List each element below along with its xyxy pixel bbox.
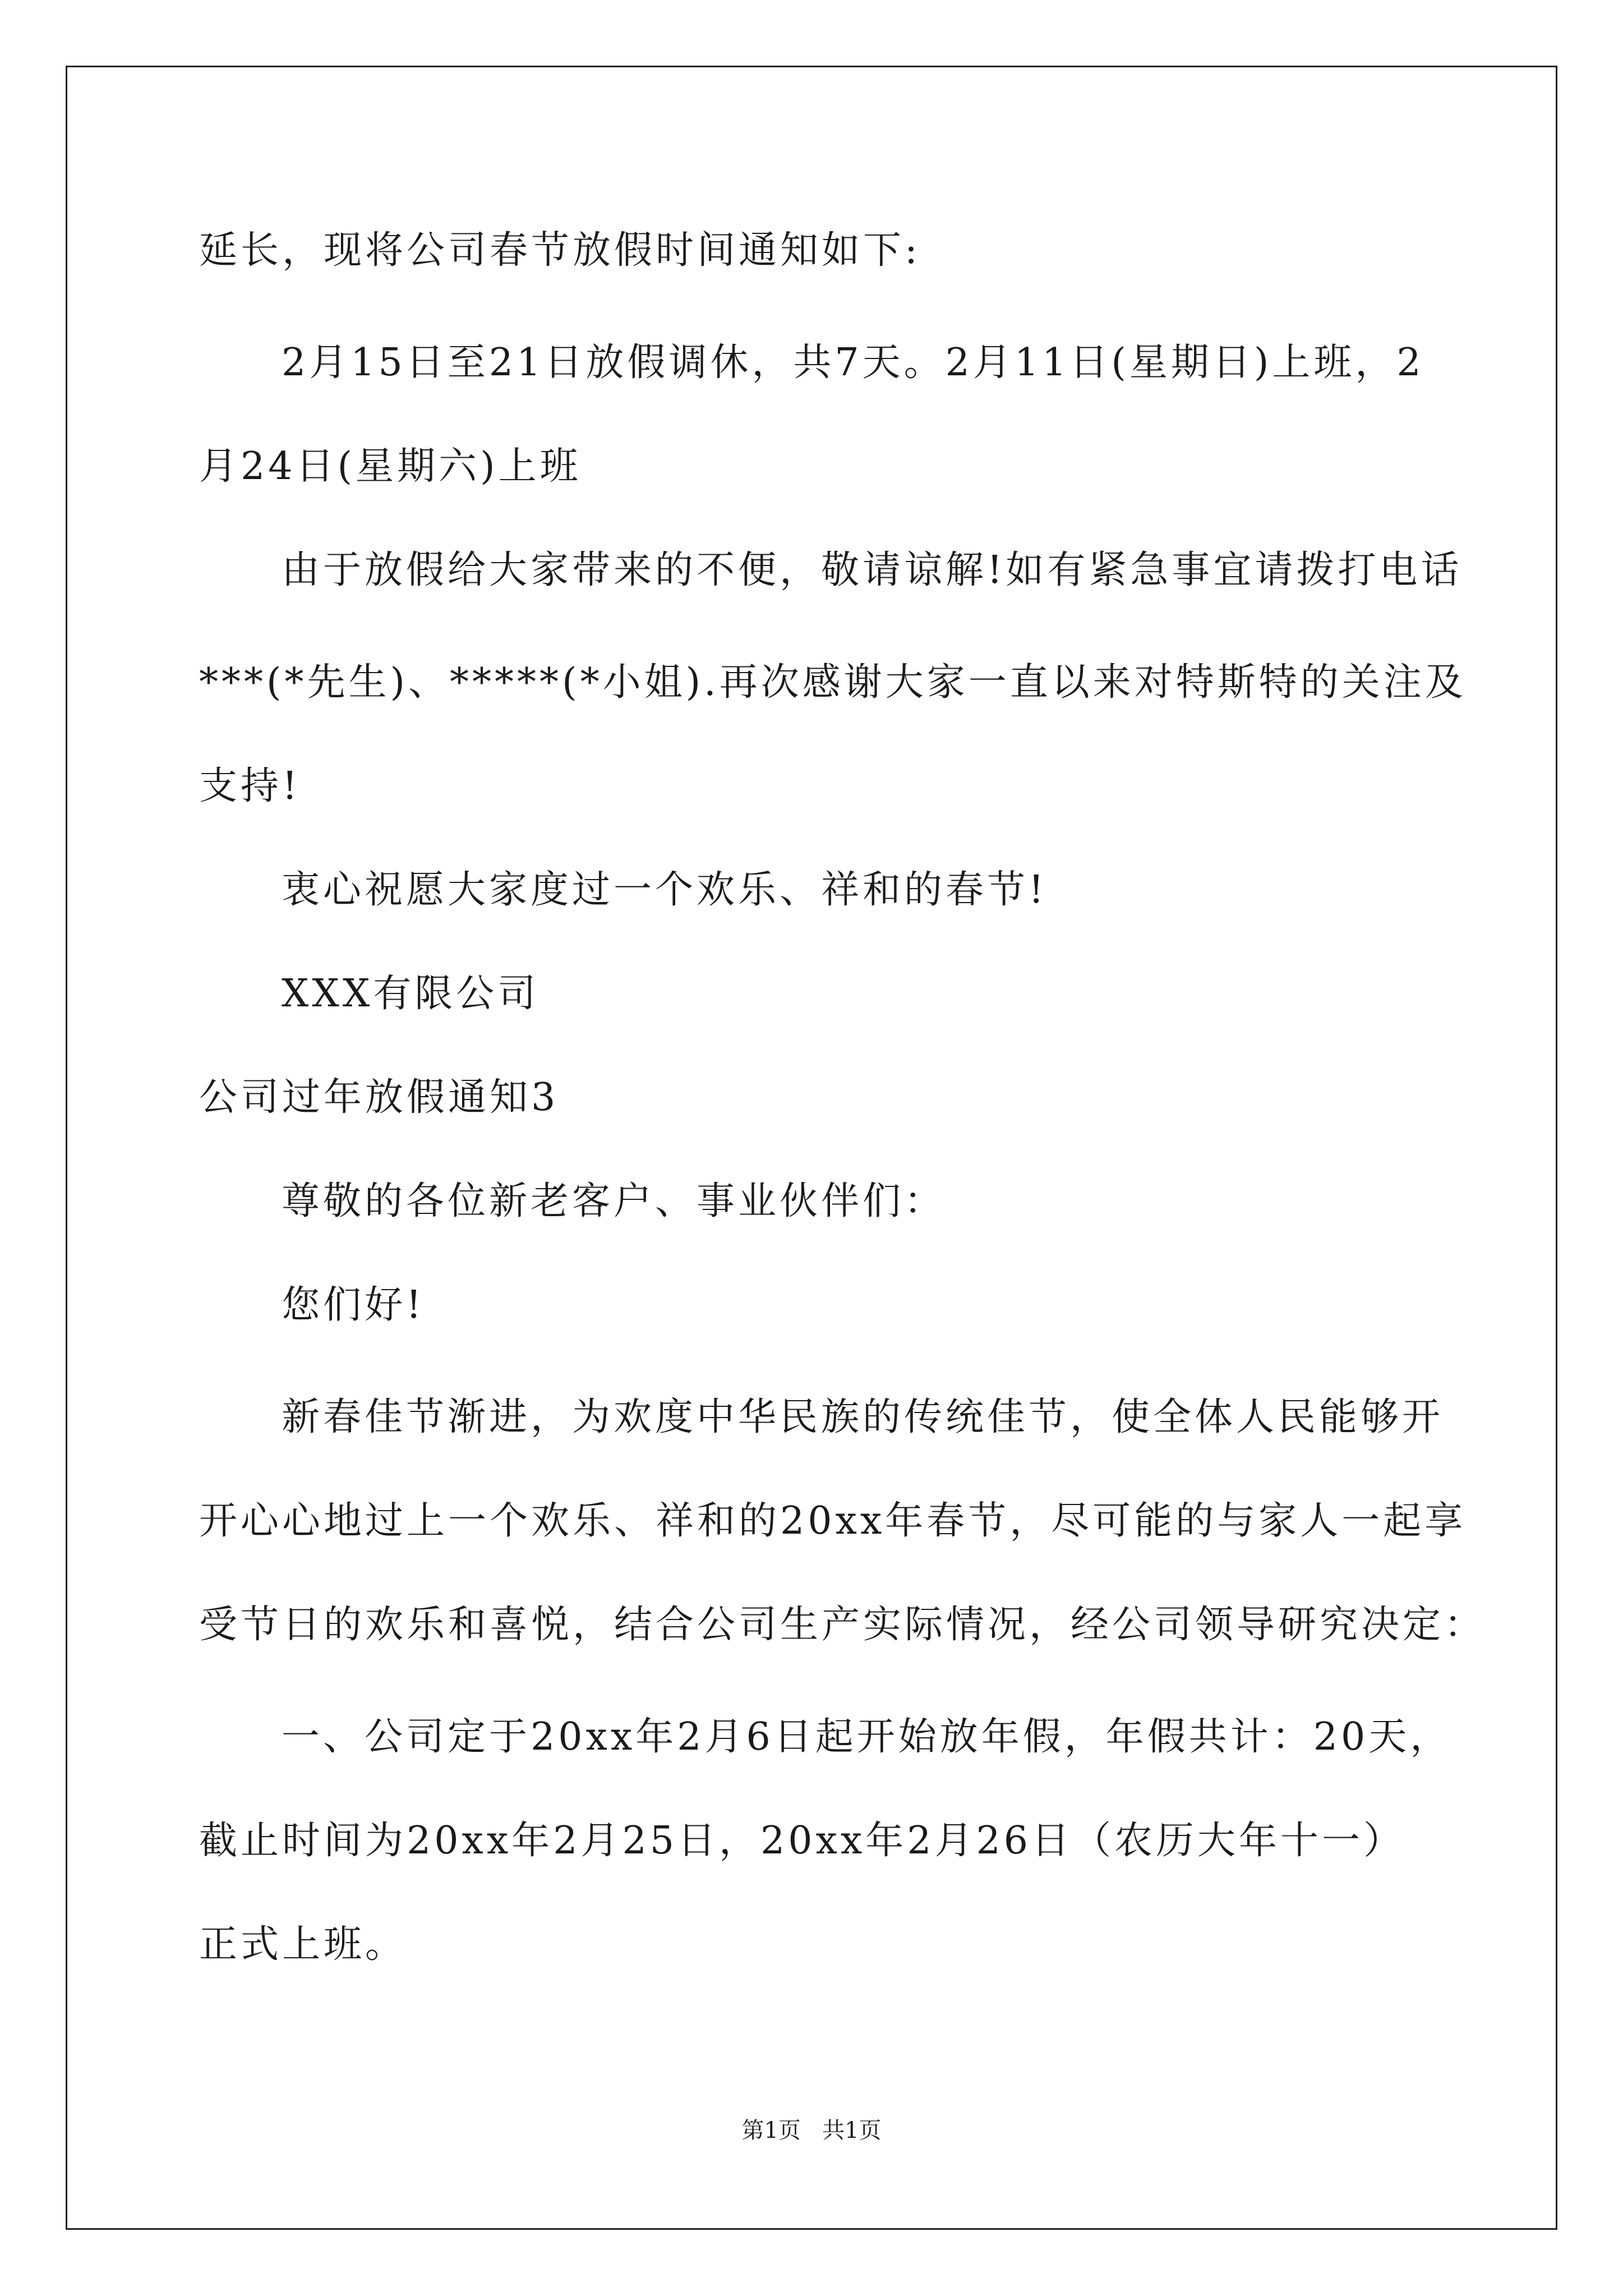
text-line: 衷心祝愿大家度过一个欢乐、祥和的春节! [282,868,1048,912]
text-line: 2月15日至21日放假调休，共7天。2月11日(星期日)上班，2 [282,341,1424,385]
salutation: 尊敬的各位新老客户、事业伙伴们： [282,1179,946,1223]
text-line: 截止时间为20xx年2月25日，20xx年2月26日（农历大年十一） [199,1819,1405,1863]
section-heading: 公司过年放假通知3 [199,1075,559,1120]
text-line: 月24日(星期六)上班 [199,444,582,489]
text-line: 正式上班。 [199,1922,407,1967]
text-line: 开心心地过上一个欢乐、祥和的20xx年春节，尽可能的与家人一起享 [199,1499,1467,1543]
text-line: 延长，现将公司春节放假时间通知如下: [199,228,921,273]
text-line: 支持! [199,764,301,808]
signature-company: XXX有限公司 [282,972,540,1016]
text-line: 一、公司定于20xx年2月6日起开始放年假，年假共计：20天， [282,1715,1452,1759]
text-line: 新春佳节渐进，为欢度中华民族的传统佳节，使全体人民能够开 [282,1395,1444,1439]
greeting: 您们好! [282,1283,425,1327]
text-line: 受节日的欢乐和喜悦，结合公司生产实际情况，经公司领导研究决定： [199,1603,1486,1647]
page-number-footer: 第1页 共1页 [741,2118,882,2143]
text-line: 由于放假给大家带来的不便，敬请谅解!如有紧急事宜请拨打电话 [282,548,1463,592]
page-border [66,66,1557,2230]
text-line: ***(*先生)、*****(*小姐).再次感谢大家一直以来对特斯特的关注及 [199,660,1467,705]
